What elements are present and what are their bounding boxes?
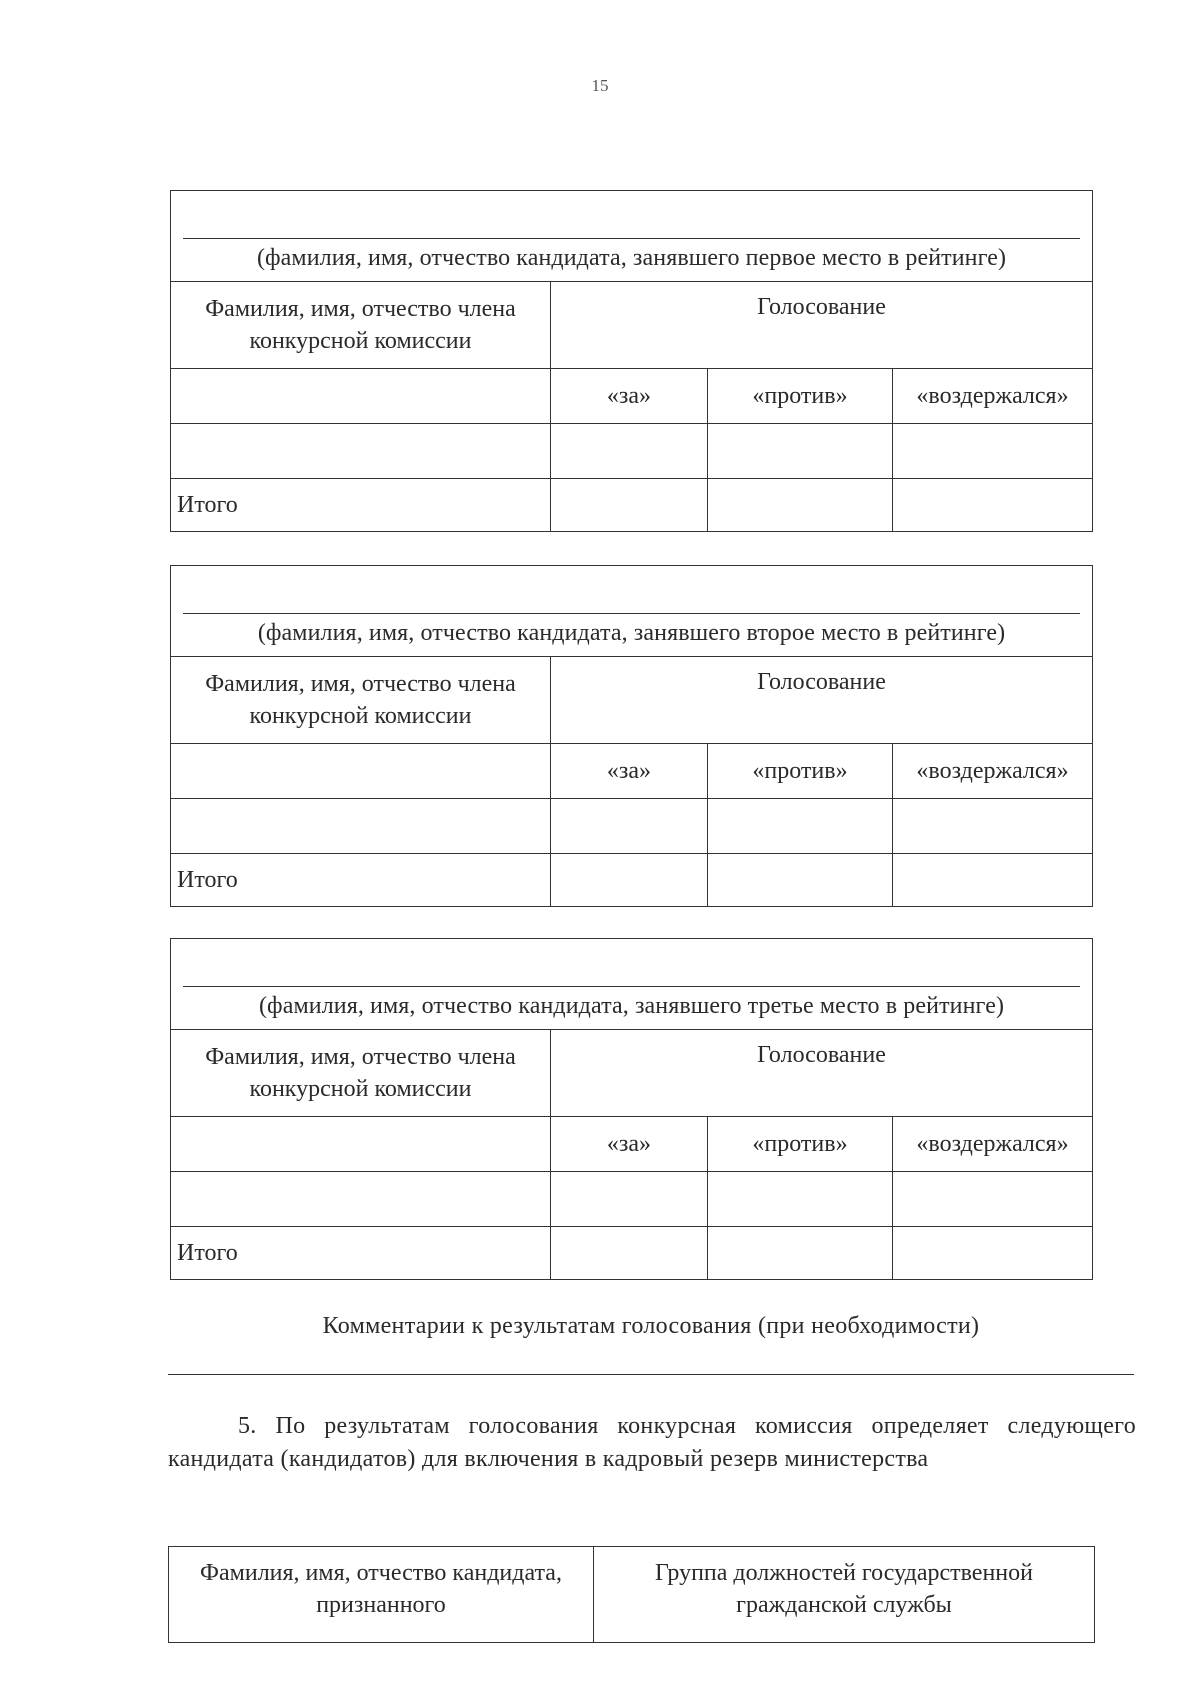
voting-header: Голосование [551, 282, 1093, 369]
total-label: Итого [171, 854, 551, 907]
member-name-header: Фамилия, имя, отчество члена конкурсной комиссии [171, 1030, 551, 1117]
voting-table-third-place [170, 938, 1093, 1280]
total-for-cell[interactable] [551, 479, 708, 532]
vote-for-header: «за» [551, 744, 708, 799]
member-name-cell[interactable] [171, 1172, 551, 1227]
voting-table-first-place [170, 190, 1093, 532]
total-for-cell[interactable] [551, 1227, 708, 1280]
member-name-header: Фамилия, имя, отчество члена конкурсной комиссии [171, 282, 551, 369]
member-name-cell[interactable] [171, 369, 551, 424]
total-label: Итого [171, 1227, 551, 1280]
member-name-cell[interactable] [171, 424, 551, 479]
candidate-name-line [183, 613, 1080, 614]
total-against-cell[interactable] [708, 479, 893, 532]
total-for-cell[interactable] [551, 854, 708, 907]
vote-against-header: «против» [708, 369, 893, 424]
vote-against-cell[interactable] [708, 424, 893, 479]
comment-input-line[interactable] [168, 1374, 1134, 1375]
reserve-table [168, 1546, 1095, 1643]
candidate-caption: (фамилия, имя, отчество кандидата, занявшего первое место в рейтинге) [256, 245, 1007, 271]
vote-abstain-header: «воздержался» [893, 369, 1093, 424]
candidate-name-field[interactable] [171, 939, 1093, 1030]
comment-caption: Комментарии к результатам голосования (при необходимости) [322, 1313, 980, 1339]
page-number: 15 [591, 76, 609, 95]
vote-for-header: «за» [551, 369, 708, 424]
voting-header: Голосование [551, 1030, 1093, 1117]
total-label: Итого [171, 479, 551, 532]
total-against-cell[interactable] [708, 854, 893, 907]
candidate-name-field[interactable] [171, 191, 1093, 282]
vote-for-header: «за» [551, 1117, 708, 1172]
vote-abstain-header: «воздержался» [893, 744, 1093, 799]
candidate-name-field[interactable] [171, 566, 1093, 657]
total-abstain-cell[interactable] [893, 479, 1093, 532]
paragraph-5: 5. По результатам голосования конкурсная комиссия определяет следующего кандидата (кандидатов) для включения в кадровый резерв министерства [168, 1413, 1136, 1472]
vote-against-header: «против» [708, 744, 893, 799]
member-name-cell[interactable] [171, 744, 551, 799]
vote-against-cell[interactable] [708, 1172, 893, 1227]
member-name-header: Фамилия, имя, отчество члена конкурсной комиссии [171, 657, 551, 744]
reserve-position-group-header: Группа должностей государственной гражданской службы [594, 1547, 1095, 1643]
candidate-caption: (фамилия, имя, отчество кандидата, занявшего третье место в рейтинге) [258, 993, 1005, 1019]
total-abstain-cell[interactable] [893, 854, 1093, 907]
member-name-cell[interactable] [171, 1117, 551, 1172]
total-against-cell[interactable] [708, 1227, 893, 1280]
vote-for-cell[interactable] [551, 799, 708, 854]
vote-for-cell[interactable] [551, 424, 708, 479]
reserve-candidate-header: Фамилия, имя, отчество кандидата, признанного [169, 1547, 594, 1643]
vote-abstain-cell[interactable] [893, 799, 1093, 854]
voting-table-second-place [170, 565, 1093, 907]
vote-for-cell[interactable] [551, 1172, 708, 1227]
vote-abstain-cell[interactable] [893, 1172, 1093, 1227]
candidate-name-line [183, 986, 1080, 987]
voting-header: Голосование [551, 657, 1093, 744]
vote-abstain-header: «воздержался» [893, 1117, 1093, 1172]
vote-abstain-cell[interactable] [893, 424, 1093, 479]
candidate-caption: (фамилия, имя, отчество кандидата, занявшего второе место в рейтинге) [257, 620, 1006, 646]
vote-against-header: «против» [708, 1117, 893, 1172]
total-abstain-cell[interactable] [893, 1227, 1093, 1280]
member-name-cell[interactable] [171, 799, 551, 854]
candidate-name-line [183, 238, 1080, 239]
vote-against-cell[interactable] [708, 799, 893, 854]
